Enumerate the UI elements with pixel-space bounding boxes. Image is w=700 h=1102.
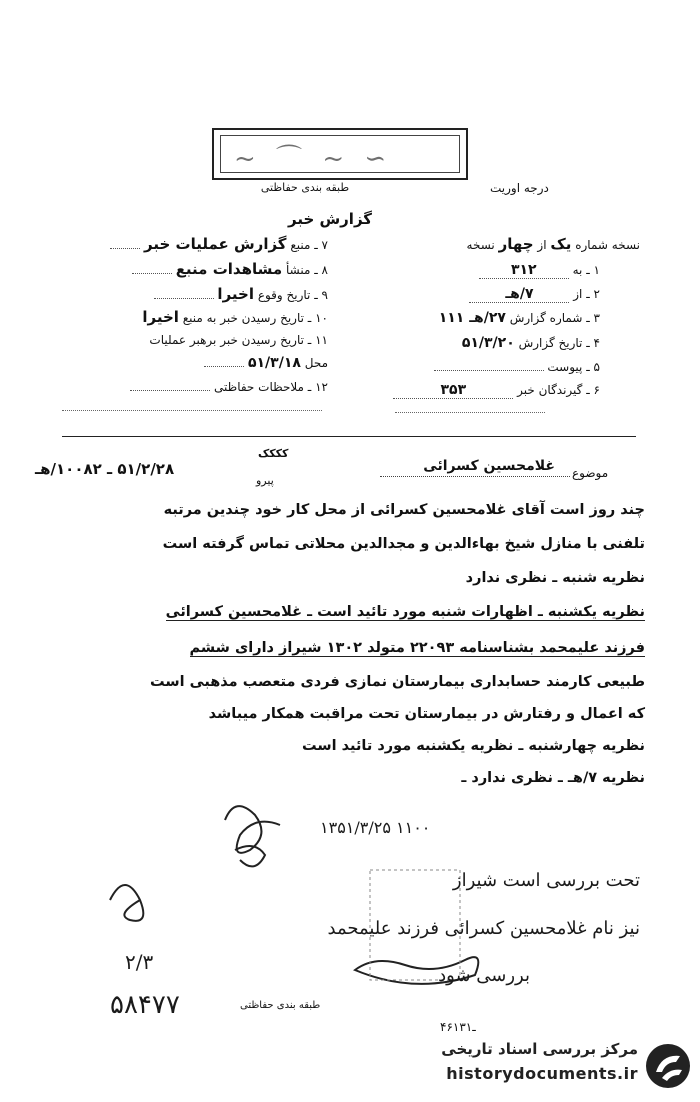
handwritten-note-2: نیز نام غلامحسین کسرائی فرزند علیمحمد [327, 918, 640, 939]
reference-mark: کککک [258, 447, 289, 460]
classification-stamp [212, 128, 468, 180]
blank-dotted-line-left [62, 410, 322, 411]
footer-caption: طبقه بندی حفاظتی [240, 1000, 321, 1011]
body-line-2: تلفنی با منازل شیخ بهاءالدین و مجدالدین محلاتی تماس گرفته است [162, 536, 645, 552]
body-line-9: نظریه ۷/هـ ـ نظری ندارد ـ [461, 770, 645, 786]
report-date-row: ۴ ـ تاریخ گزارش ۵۱/۳/۲۰ [461, 335, 600, 351]
handwritten-number: ۵۸۴۷۷ [110, 990, 180, 1020]
location-row: محل ۵۱/۳/۱۸ [204, 355, 328, 371]
footer-number: ۴۶ـ۱۳۱ [440, 1020, 476, 1034]
watermark-url[interactable]: historydocuments.ir [446, 1064, 638, 1083]
attachment-row: ۵ ـ پیوست [434, 360, 600, 374]
body-line-5: فرزند علیمحمد بشناسنامه ۲۲۰۹۳ متولد ۱۳۰۲ شیراز دارای ششم [189, 640, 645, 656]
recipients-row: ۶ ـ گیرندگان خبر ۳۵۳ [393, 382, 600, 399]
security-notes-row: ۱۲ ـ ملاحظات حفاظتی [130, 380, 328, 394]
subject-label: موضوع [572, 466, 609, 480]
handwritten-margin-note: ۲/۳ [125, 950, 154, 974]
report-title: گزارش خبر [287, 210, 373, 228]
origin-row: ۸ ـ منشأ مشاهدات منبع [132, 260, 328, 278]
subject-underline [380, 476, 570, 477]
to-row: ۱ ـ به ۳۱۲ [479, 262, 600, 279]
section-divider [62, 436, 636, 437]
body-line-1: چند روز است آقای غلامحسین کسرائی از محل کار خود چندین مرتبه [163, 502, 645, 518]
report-number-row: ۳ ـ شماره گزارش ۲۷/هـ ۱۱۱ [438, 310, 600, 326]
handwritten-note-3: بررسی شود [438, 965, 530, 986]
body-line-8: نظریه چهارشنبه ـ نظریه یکشنبه مورد تائید است [302, 738, 645, 754]
body-line-4: نظریه یکشنبه ـ اظهارات شنبه مورد تائید است ـ غلامحسین کسرائی [165, 604, 645, 620]
blank-dotted-line [395, 412, 545, 413]
body-line-7: که اعمال و رفتارش در بیمارستان تحت مراقبت همکار میباشد [208, 706, 645, 722]
handwritten-date: ۱۳۵۱/۳/۲۵ ۱۱۰۰ [320, 818, 431, 837]
handwritten-note-1: تحت بررسی است شیراز [452, 870, 640, 891]
body-line-3: نظریه شنبه ـ نظری ندارد [465, 570, 645, 586]
priority-label: درجه اوریت [490, 181, 549, 195]
copy-number-row: نسخه شماره یک از چهار نسخه [466, 235, 640, 253]
source-row: ۷ ـ منبع گزارش عملیات خبر [110, 235, 328, 253]
watermark-name: مرکز بررسی اسناد تاریخی [441, 1040, 638, 1058]
stamp-handwriting: ~ ⌒ ~ ∽ [234, 144, 393, 174]
reference-label: پیرو [256, 474, 274, 487]
source-received-row: ۱۰ ـ تاریخ رسیدن خبر به منبع اخیرا [142, 308, 328, 326]
occurrence-date-row: ۹ ـ تاریخ وقوع اخیرا [154, 285, 328, 303]
reference-number: ۵۱/۲/۲۸ ـ ۱۰۰۸۲/هـ [35, 460, 175, 478]
subject-name: غلامحسین کسرائی [423, 458, 555, 474]
body-line-6: طبیعی کارمند حسابداری بیمارستان نمازی فردی متعصب مذهبی است [150, 674, 645, 690]
leader-received-row: ۱۱ ـ تاریخ رسیدن خبر برهبر عملیات [149, 333, 328, 347]
stamp-caption: طبقه بندی حفاظتی [260, 181, 350, 194]
from-row: ۲ ـ از ۷/هـ [469, 286, 600, 303]
archive-logo-icon [644, 1042, 692, 1090]
